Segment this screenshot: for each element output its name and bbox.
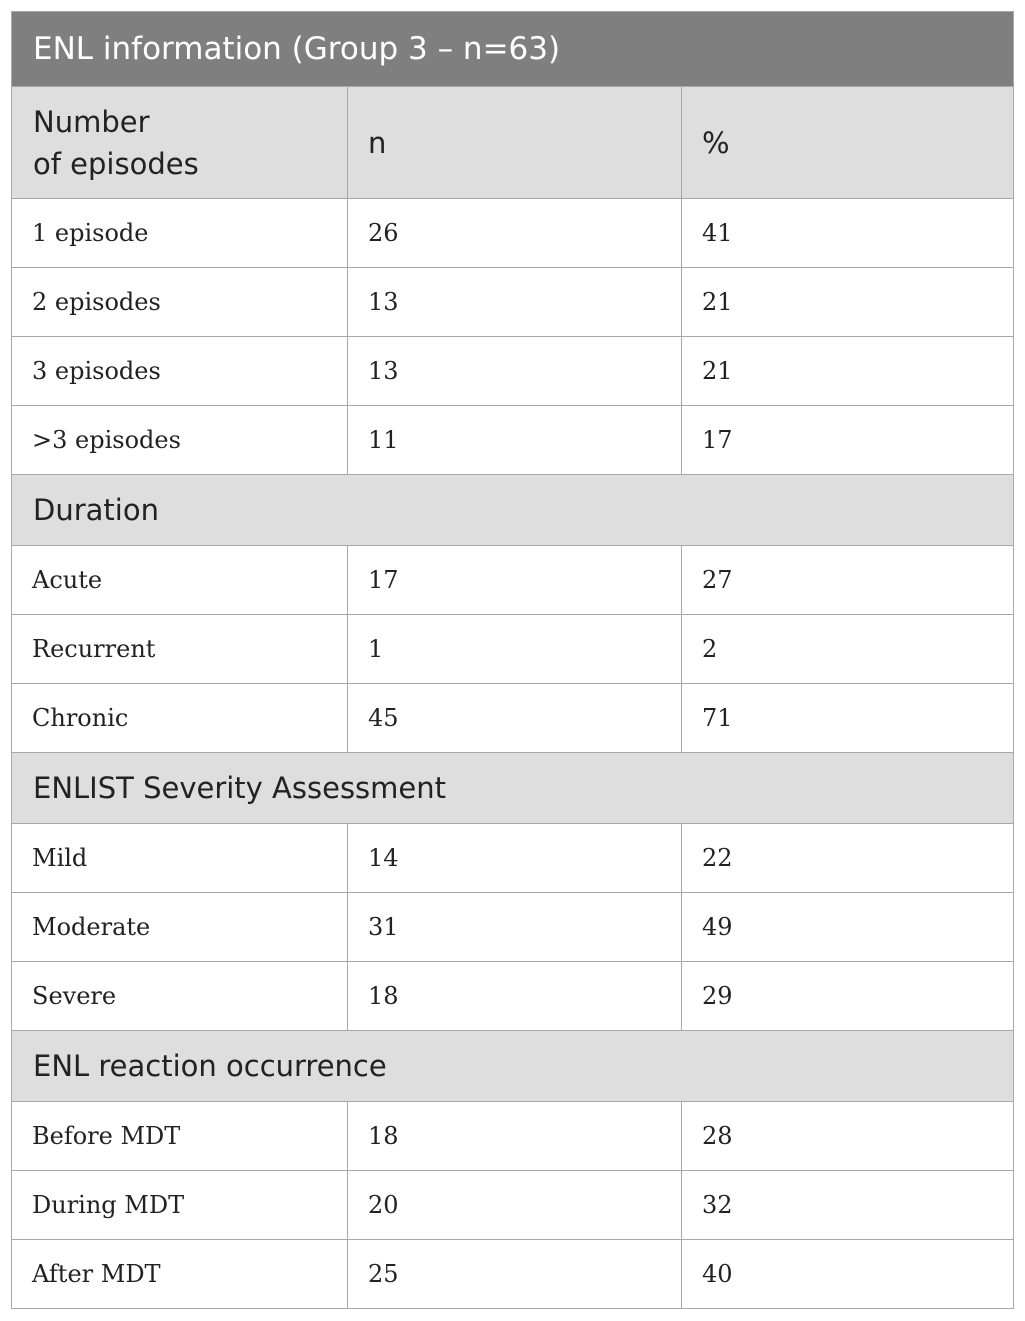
row-label: Chronic bbox=[12, 684, 348, 752]
table-row bbox=[12, 405, 1013, 474]
row-n: 18 bbox=[348, 962, 682, 1030]
row-n: 45 bbox=[348, 684, 682, 752]
row-percent: 32 bbox=[702, 1191, 733, 1219]
row-percent: 29 bbox=[702, 982, 733, 1010]
row-label: Before MDT bbox=[12, 1102, 348, 1170]
row-percent: 27 bbox=[702, 566, 733, 594]
table-row bbox=[12, 1101, 1013, 1170]
table-row bbox=[12, 683, 1013, 752]
section-severity bbox=[12, 752, 1013, 823]
table-row bbox=[12, 1239, 1013, 1308]
row-label: Moderate bbox=[12, 893, 348, 961]
section-heading: ENLIST Severity Assessment bbox=[33, 771, 447, 805]
row-n: 13 bbox=[348, 337, 682, 405]
row-n: 13 bbox=[348, 268, 682, 336]
row-label: Recurrent bbox=[12, 615, 348, 683]
row-n: 25 bbox=[348, 1240, 682, 1308]
row-label: 1 episode bbox=[12, 199, 348, 267]
row-percent: 40 bbox=[702, 1260, 733, 1288]
table-row bbox=[12, 1170, 1013, 1239]
row-label: Acute bbox=[12, 546, 348, 614]
section-heading: Duration bbox=[33, 493, 159, 527]
row-n: 20 bbox=[348, 1171, 682, 1239]
table-title: ENL information (Group 3 – n=63) bbox=[12, 12, 1013, 86]
row-label: Severe bbox=[12, 962, 348, 1030]
row-label: After MDT bbox=[12, 1240, 348, 1308]
row-label: >3 episodes bbox=[12, 406, 348, 474]
table-row bbox=[12, 198, 1013, 267]
table-row bbox=[12, 545, 1013, 614]
header-col1-line1: Number bbox=[33, 104, 150, 139]
row-n: 31 bbox=[348, 893, 682, 961]
table-row bbox=[12, 267, 1013, 336]
enl-information-table bbox=[11, 11, 1014, 1309]
header-number-of-episodes bbox=[12, 87, 348, 198]
row-n: 1 bbox=[348, 615, 682, 683]
header-row bbox=[12, 86, 1013, 198]
row-n: 11 bbox=[348, 406, 682, 474]
row-percent: 49 bbox=[702, 913, 733, 941]
table-row bbox=[12, 892, 1013, 961]
row-n: 26 bbox=[348, 199, 682, 267]
section-duration bbox=[12, 474, 1013, 545]
table-row bbox=[12, 961, 1013, 1030]
row-percent: 21 bbox=[702, 288, 733, 316]
header-percent: % bbox=[702, 125, 730, 160]
table-row bbox=[12, 823, 1013, 892]
row-percent: 21 bbox=[702, 357, 733, 385]
row-label: 3 episodes bbox=[12, 337, 348, 405]
table-row bbox=[12, 614, 1013, 683]
row-percent: 71 bbox=[702, 704, 733, 732]
section-heading: ENL reaction occurrence bbox=[33, 1049, 387, 1083]
row-label: During MDT bbox=[12, 1171, 348, 1239]
row-percent: 17 bbox=[702, 426, 733, 454]
section-occurrence bbox=[12, 1030, 1013, 1101]
table-row bbox=[12, 336, 1013, 405]
row-n: 14 bbox=[348, 824, 682, 892]
row-n: 17 bbox=[348, 546, 682, 614]
row-percent: 41 bbox=[702, 219, 733, 247]
row-label: Mild bbox=[12, 824, 348, 892]
row-n: 18 bbox=[348, 1102, 682, 1170]
row-percent: 22 bbox=[702, 844, 733, 872]
row-percent: 2 bbox=[702, 635, 718, 663]
row-label: 2 episodes bbox=[12, 268, 348, 336]
header-col1-line2: of episodes bbox=[33, 146, 199, 181]
header-n: n bbox=[348, 87, 682, 198]
row-percent: 28 bbox=[702, 1122, 733, 1150]
